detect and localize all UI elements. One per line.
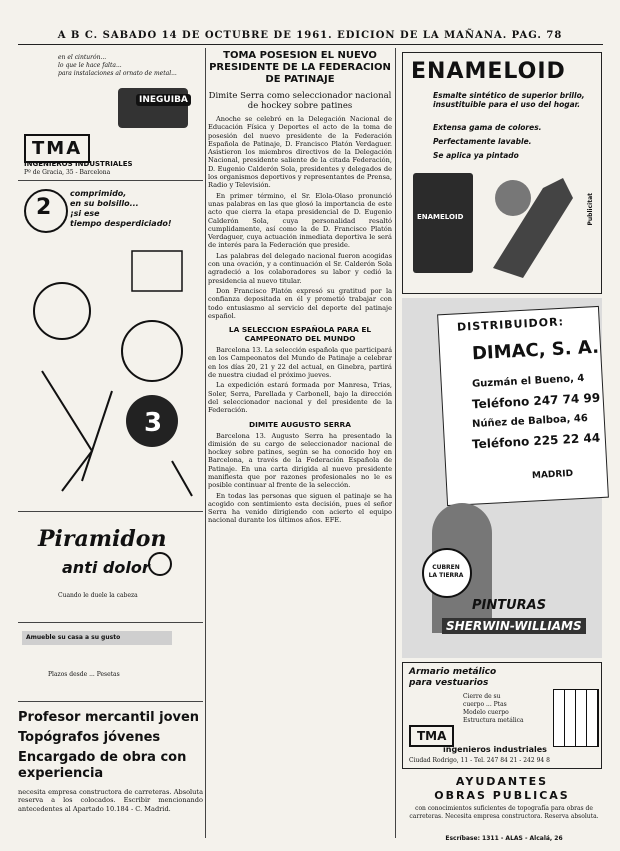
ball-number: 3 <box>144 408 163 438</box>
section-head-seleccion: LA SELECCION ESPAÑOLA PARA EL CAMPEONATO DEL MUNDO <box>228 325 372 344</box>
ad-tma-company: INGENIEROS INDUSTRIALES <box>24 160 133 168</box>
job-body: necesita empresa constructora de carreteras. Absoluta reserva a los colocados. Escribir mencionando antecedentes al Apartado 10.184 - C. Madrid. <box>18 788 203 813</box>
header-rule <box>18 44 603 45</box>
right-column <box>398 48 604 842</box>
piramidon-tagline: Cuando le duele la cabeza <box>58 592 138 599</box>
ribbon-text: Amueble su casa a su gusto <box>26 634 121 641</box>
cartoon-head-2 <box>122 321 182 381</box>
ad-jobs <box>18 701 203 842</box>
article-paragraph-7: Barcelona 13. Augusto Serra ha presentado la dimisión de su cargo de seleccionador nacional de hockey sobre patines, según se ha conocido hoy en Barcelona, a través de la Federación Española de Patinaje. En una carta dirigida al nuevo presidente manifiesta que por razones profesionales no le es posible continuar al frente de la selección. <box>208 431 392 490</box>
armario-address: Ciudad Rodrigo, 11 - Tel. 247 84 21 - 242 94 8 <box>409 757 550 764</box>
ayudantes-body: con conocimientos suficientes de topografía para obras de carreteras. Necesita empresa constructora. Reserva absoluta. <box>409 805 599 820</box>
paint-can-label: ENAMELOID <box>417 213 464 221</box>
article-paragraph-1: Anoche se celebró en la Delegación Nacional de Educación Física y Deportes el acto de la toma de posesión del nuevo presidente de la Federación Española de Patinaje, D. Francisco Platón Verdaguer. Asistieron los miembros directivos de la Delegación Nacional, presidente saliente de la citada Federación, D. Eugenio Calderón Sola, presidentes y delegados de los organismos deportivos y representantes de Prensa, Radio y Televisión. <box>208 115 392 190</box>
armario-line-4: Estructura metálica <box>463 717 524 724</box>
ad-tma-line-3: para instalaciones al ornato de metal... <box>58 70 177 77</box>
article-paragraph-6: La expedición estará formada por Manresa, Trias, Soler, Serra, Parellada y Carbonell, bajo la dirección del seleccionador nacional y del presidente de la Federación. <box>208 381 392 415</box>
dimac-city: MADRID <box>531 468 574 482</box>
locker-image <box>553 689 599 747</box>
job-line-3: Encargado de obra con experiencia <box>18 750 187 781</box>
tma-logo: TMA <box>24 134 90 163</box>
piramidon-brand: Piramidon <box>38 526 167 552</box>
illustration-box <box>132 251 182 291</box>
enameloid-line-3: Perfectamente lavable. <box>433 137 532 146</box>
column-divider-right <box>395 48 396 838</box>
globe-label: CUBREN LA TIERRA <box>428 564 464 579</box>
enameloid-line-4: Se aplica ya pintado <box>433 151 519 160</box>
paint-can-image <box>413 173 473 273</box>
sherwin-footer-2: SHERWIN-WILLIAMS <box>442 618 586 634</box>
sherwin-footer-1: PINTURAS <box>472 598 547 613</box>
ad-tma-brand: INEGUIBA <box>136 94 191 106</box>
paintbrush-hand-image <box>483 168 583 283</box>
article-subtitle: Dimite Serra como seleccionador nacional de hockey sobre patines <box>208 91 392 111</box>
ad-comprimido-line-2: en su bolsillo... <box>70 199 139 208</box>
ad-tma-industrial <box>18 48 203 180</box>
ad-comprimido-line-1: comprimido, <box>70 189 127 198</box>
amueble-line: Plazos desde ... Pesetas <box>48 671 120 678</box>
target-icon <box>148 552 172 576</box>
enameloid-brand: ENAMELOID <box>411 59 566 84</box>
job-line-1: Profesor mercantil joven <box>18 710 200 725</box>
dimac-address-1: Guzmán el Bueno, 4 <box>471 373 585 390</box>
dimac-company: DIMAC, S. A. <box>471 336 600 365</box>
ad-ayudantes <box>402 773 602 851</box>
piramidon-sub: anti dolor <box>62 558 150 577</box>
article-paragraph-8: En todas las personas que siguen el patinaje se ha acogido con sentimiento esta decisión, pues el señor Serra ha venido dirigiendo con acierto el equipo nacional durante los últimos años. EFE. <box>208 491 392 525</box>
ad-enameloid <box>402 52 602 294</box>
ayudantes-title-2: OBRAS PUBLICAS <box>434 789 570 802</box>
ayudantes-title-1: AYUDANTES <box>455 775 549 788</box>
dimac-tel-1: Teléfono 247 74 99 <box>471 390 601 412</box>
dimac-distribuidor: DISTRIBUIDOR: <box>456 315 565 334</box>
column-divider-left <box>205 48 206 838</box>
article-paragraph-3: Las palabras del delegado nacional fueron acogidas con una ovación, y a continuación el Sr. Calderón Sola agradeció a los colaboradores su labor y cedió la presidencia al nuevo titular. <box>208 251 392 285</box>
ad-tma-line-2: lo que le hace falta... <box>58 62 122 69</box>
cartoon-head-1 <box>34 283 90 339</box>
ayudantes-footer: Escríbase: 1311 - ALAS - Alcalá, 26 <box>445 835 563 842</box>
article-paragraph-5: Barcelona 13. La selección española que participará en los Campeonatos del Mundo de Patinaje a celebrar en los días 20, 21 y 22 del actual, en Ginebra, partirá de nuestra ciudad el próximo jueves. <box>208 346 392 380</box>
article-paragraph-4: Don Francisco Platón expresó su gratitud por la confianza depositada en él y prometió trabajar con todo entusiasmo al servicio del deporte del patinaje español. <box>208 286 392 320</box>
enameloid-side-label: Publicitat <box>587 193 594 226</box>
ad-piramidon <box>18 511 203 622</box>
left-column <box>18 48 203 838</box>
enameloid-line-2: Extensa gama de colores. <box>433 123 542 132</box>
ad-armario <box>402 662 602 769</box>
dimac-address-2: Núñez de Balboa, 46 <box>471 412 589 431</box>
middle-column <box>208 48 392 838</box>
armario-title-2: para vestuarios <box>409 678 489 688</box>
enameloid-line-1: Esmalte sintético de superior brillo, insustituible para el uso del hogar. <box>433 91 585 109</box>
article-title: TOMA POSESION EL NUEVO PRESIDENTE DE LA FEDERACION DE PATINAJE <box>209 50 391 85</box>
section-head-dimite: DIMITE AUGUSTO SERRA <box>249 419 351 429</box>
ad-comprimido-line-4: tiempo desperdiciado! <box>70 219 172 228</box>
two-glyph: 2 <box>36 195 52 220</box>
armario-title-1: Armario metálico <box>409 667 497 677</box>
armario-company: ingenieros industriales <box>443 745 547 754</box>
ad-tma-line-1: en el cinturón... <box>58 54 107 61</box>
ad-comprimido <box>18 180 203 511</box>
dimac-tel-2: Teléfono 225 22 44 <box>471 430 601 452</box>
armario-tma-logo: TMA <box>409 725 454 747</box>
article-paragraph-2: En primer término, el Sr. Elola-Olaso pronunció unas palabras en las que glosó la importancia de este acto que cierra la etapa presidencial de D. Eugenio Calderón Sola, cuya personalidad resaltó cumplidamente, así como la de D. Francisco Platón Verdaguer, cuya actuación inmediata deportiva le será de interés para la Federación que preside. <box>208 191 392 250</box>
cartoon-illustration <box>22 251 202 501</box>
ad-tma-address: Pº de Gracia, 35 - Barcelona <box>24 169 111 176</box>
ad-dimac <box>402 298 602 658</box>
job-line-2: Topógrafos jóvenes <box>18 730 161 745</box>
ad-amueble <box>18 622 203 701</box>
ad-comprimido-line-3: ¡si ese <box>70 209 100 218</box>
armario-line-2: cuerpo ... Ptas <box>463 701 507 708</box>
page-header: A B C. SABADO 14 DE OCTUBRE DE 1961. EDICION DE LA MAÑANA. PAG. 78 <box>57 30 563 41</box>
armario-line-1: Cierre de su <box>463 693 501 700</box>
armario-line-3: Modelo cuerpo <box>463 709 509 716</box>
